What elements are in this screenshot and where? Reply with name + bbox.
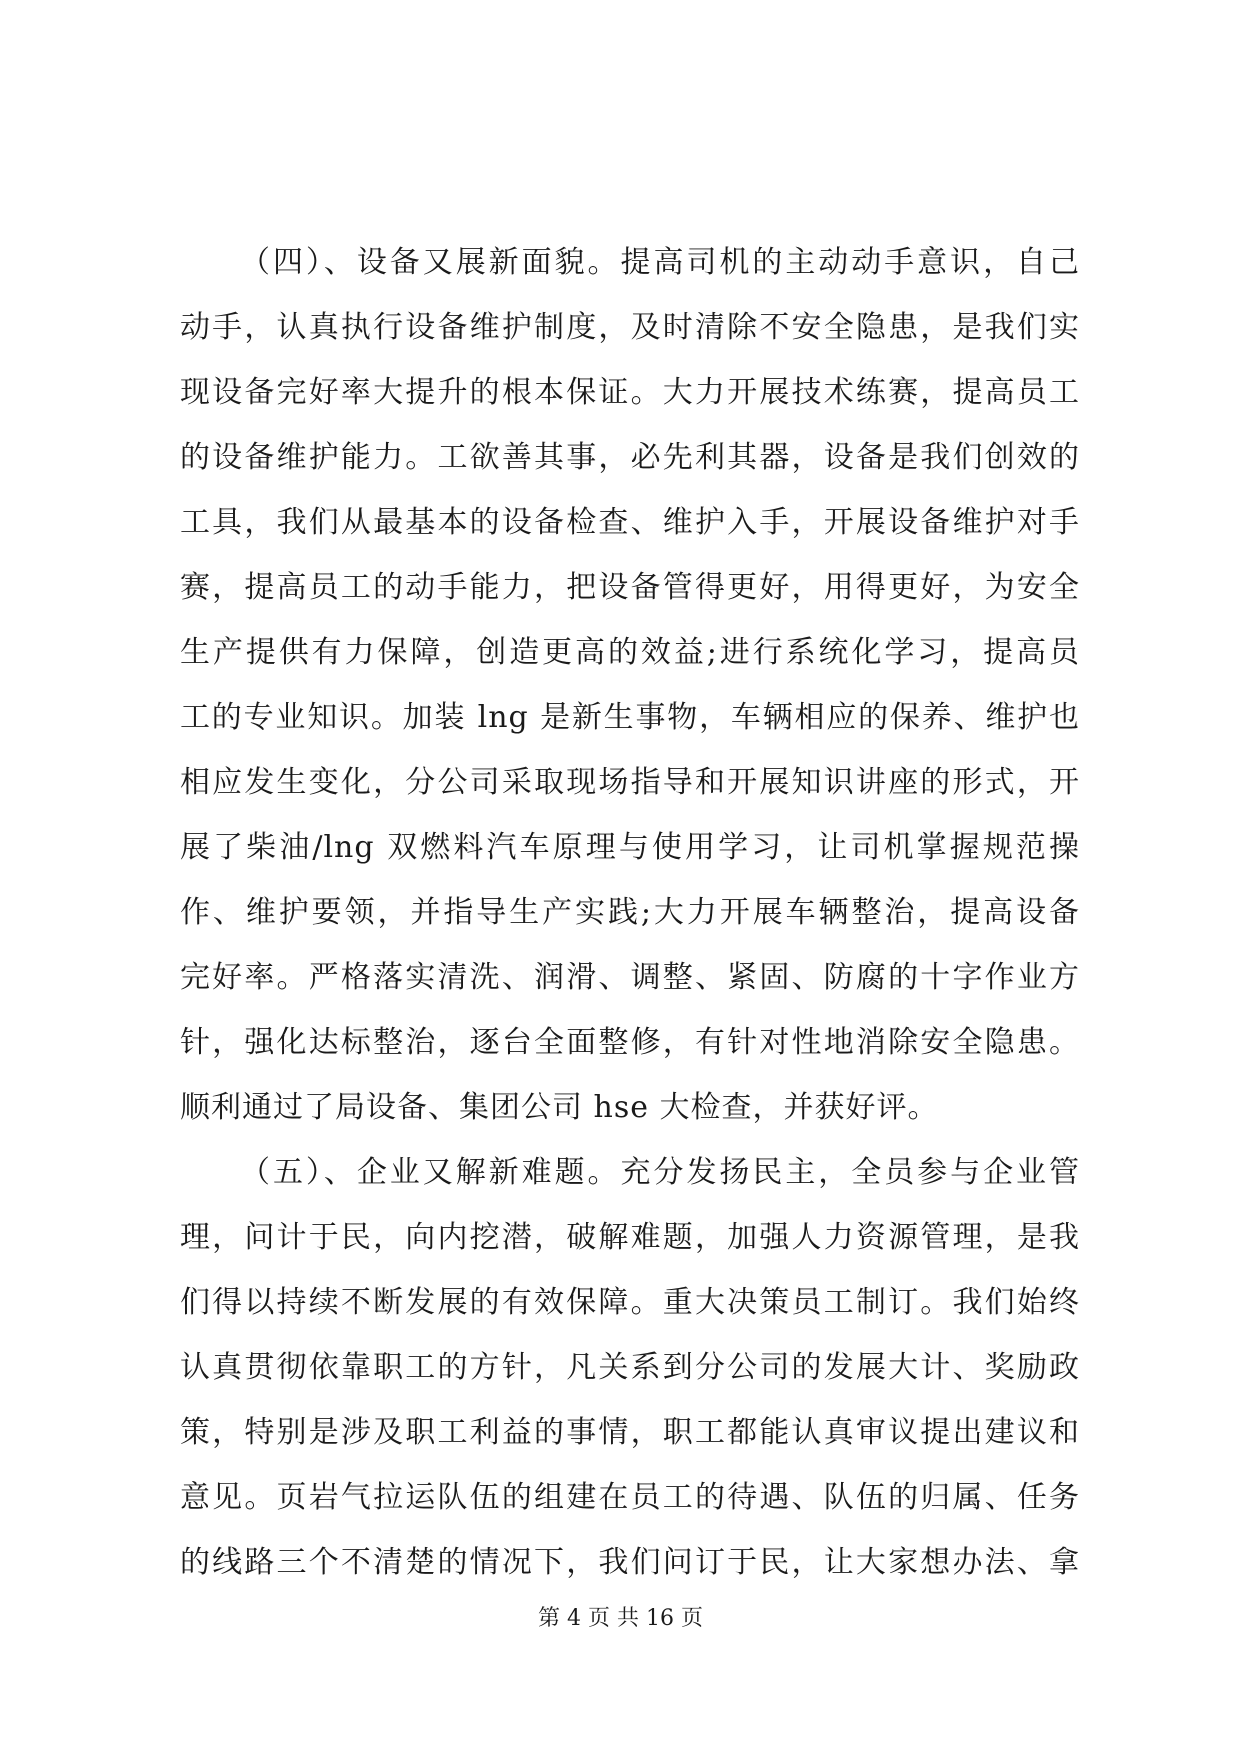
text-line: 现设备完好率大提升的根本保证。大力开展技术练赛，提高员工 [180, 375, 1080, 410]
text-line: 顺利通过了局设备、集团公司 hse 大检查，并获好评。 [180, 1090, 939, 1125]
text-line: 展了柴油/lng 双燃料汽车原理与使用学习，让司机掌握规范操 [180, 830, 1080, 865]
text-line: 意见。页岩气拉运队伍的组建在员工的待遇、队伍的归属、任务 [180, 1480, 1080, 1515]
text-line: 的设备维护能力。工欲善其事，必先利其器，设备是我们创效的 [180, 440, 1080, 475]
text-line: 策，特别是涉及职工利益的事情，职工都能认真审议提出建议和 [180, 1415, 1080, 1450]
text-line: 相应发生变化，分公司采取现场指导和开展知识讲座的形式，开 [180, 765, 1080, 800]
document-body [180, 230, 1080, 1595]
text-line: （四）、设备又展新面貌。提高司机的主动动手意识，自己 [240, 245, 1080, 280]
text-line: 赛，提高员工的动手能力，把设备管得更好，用得更好，为安全 [180, 570, 1080, 605]
text-line: 针，强化达标整治，逐台全面整修，有针对性地消除安全隐患。 [180, 1025, 1080, 1060]
text-line: 作、维护要领，并指导生产实践;大力开展车辆整治，提高设备 [180, 895, 1080, 930]
text-line: 动手，认真执行设备维护制度，及时清除不安全隐患，是我们实 [180, 310, 1080, 345]
text-line: 生产提供有力保障，创造更高的效益;进行系统化学习，提高员 [180, 635, 1080, 670]
text-line: 理，问计于民，向内挖潜，破解难题，加强人力资源管理，是我 [180, 1220, 1080, 1255]
text-line: 的线路三个不清楚的情况下，我们问订于民，让大家想办法、拿 [180, 1545, 1080, 1580]
text-line: （五）、企业又解新难题。充分发扬民主，全员参与企业管 [240, 1155, 1080, 1190]
text-line: 认真贯彻依靠职工的方针，凡关系到分公司的发展大计、奖励政 [180, 1350, 1080, 1385]
text-line: 工具，我们从最基本的设备检查、维护入手，开展设备维护对手 [180, 505, 1080, 540]
page-number-footer: 第 4 页 共 16 页 [538, 1606, 703, 1631]
text-line: 完好率。严格落实清洗、润滑、调整、紧固、防腐的十字作业方 [180, 960, 1080, 995]
text-line: 们得以持续不断发展的有效保障。重大决策员工制订。我们始终 [180, 1285, 1080, 1320]
text-line: 工的专业知识。加装 lng 是新生事物，车辆相应的保养、维护也 [180, 700, 1080, 735]
